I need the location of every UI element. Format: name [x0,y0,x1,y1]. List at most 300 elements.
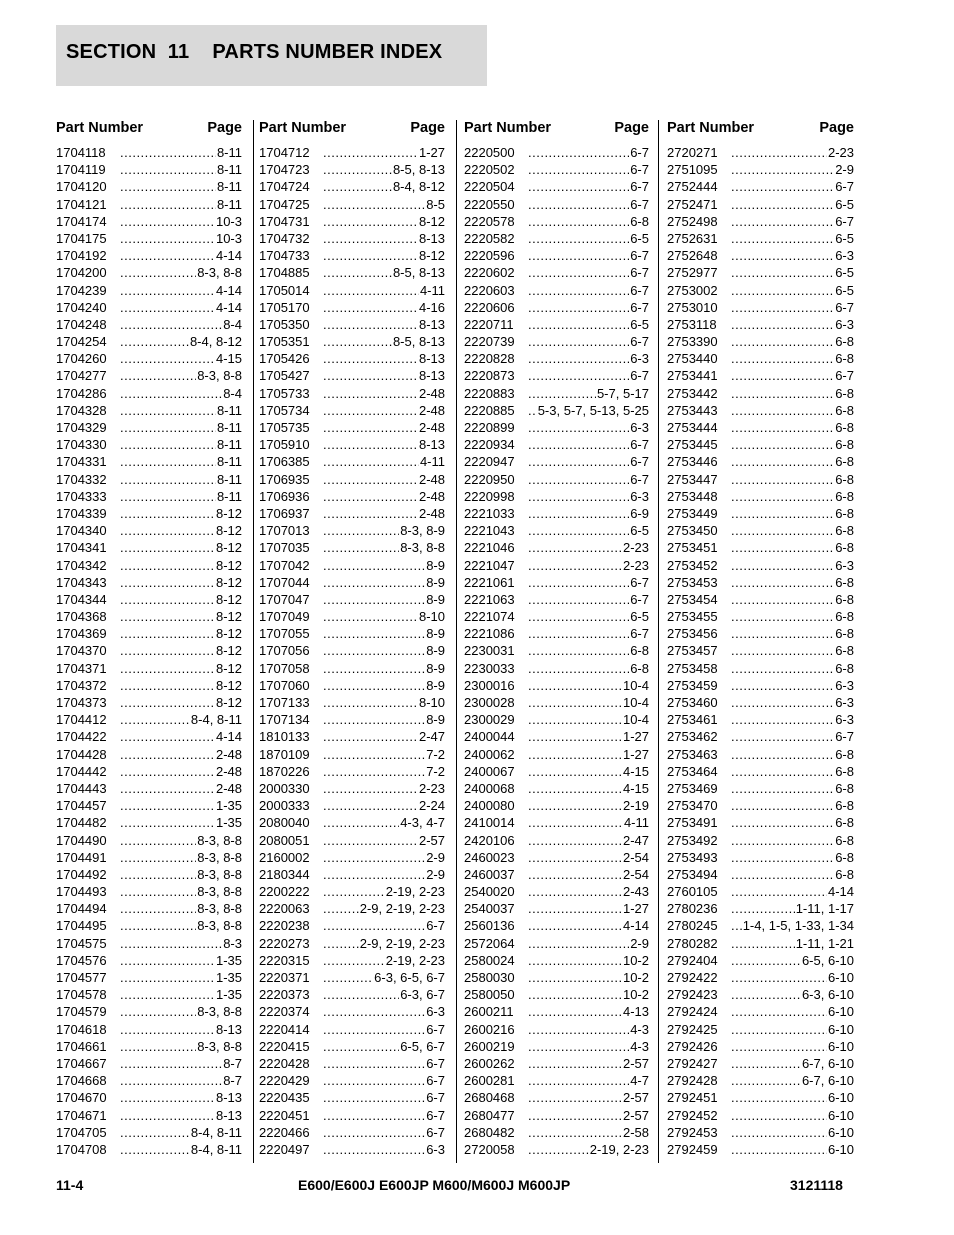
dot-leader [323,178,445,195]
part-number: 1707042 [259,557,310,573]
dot-leader [323,814,445,831]
part-number: 2400044 [464,729,515,745]
page-reference: 6-10 [827,1124,854,1140]
index-row [464,763,649,780]
dot-leader [120,1038,242,1055]
index-row [464,557,649,574]
index-row [667,402,854,419]
dot-leader [323,849,445,866]
dot-leader [731,282,854,299]
index-row [667,591,854,608]
index-row [56,453,242,470]
column-divider [658,120,659,1163]
header-page: Page [819,120,854,136]
index-row [259,505,445,522]
index-row [259,282,445,299]
page-reference: 6-8 [630,213,649,229]
page-reference: 2-58 [622,1124,649,1140]
page-reference: 6-5 [835,196,854,212]
part-number: 2000330 [259,780,310,796]
page-reference: 6-8 [835,574,854,590]
index-row [56,694,242,711]
index-row [259,1055,445,1072]
dot-leader [120,1021,242,1038]
dot-leader [731,728,854,745]
index-row [464,574,649,591]
dot-leader [528,471,649,488]
dot-leader [120,144,242,161]
index-row [259,642,445,659]
page-reference: 6-8 [630,660,649,676]
page-reference: 6-3 [835,677,854,693]
dot-leader [120,299,242,316]
dot-leader [528,1055,649,1072]
page-reference: 6-7 [630,196,649,212]
index-row [464,385,649,402]
dot-leader [731,539,854,556]
index-column-1 [56,120,242,1158]
index-row [464,264,649,281]
page-reference: 2-48 [215,780,242,796]
page-reference: 2-19 [622,798,649,814]
part-number: 1704667 [56,1055,107,1071]
index-row [56,797,242,814]
page-reference: 6-7 [630,299,649,315]
header-page: Page [207,120,242,136]
part-number: 2580050 [464,987,515,1003]
page-reference: 4-15 [622,780,649,796]
part-number: 1704491 [56,849,107,865]
page-reference: 2-19, 2-23 [385,952,445,968]
dot-leader [731,917,854,934]
index-row [56,1124,242,1141]
index-row [56,436,242,453]
dot-leader [120,350,242,367]
section-header [56,25,487,86]
index-row [464,986,649,1003]
index-row [667,316,854,333]
part-number: 2400068 [464,780,515,796]
dot-leader [528,780,649,797]
index-row [464,539,649,556]
page-reference: 4-13 [622,1004,649,1020]
index-row [667,677,854,694]
index-row [259,849,445,866]
index-row [259,746,445,763]
index-row [259,1107,445,1124]
dot-leader [731,419,854,436]
page-reference: 8-11 [216,420,242,435]
page-reference: 8-11 [216,437,242,453]
index-row [56,1021,242,1038]
page-reference: 4-16 [418,299,445,315]
index-row [56,1089,242,1106]
page-reference: 6-8 [835,780,854,796]
index-row [259,1124,445,1141]
index-row [464,1124,649,1141]
index-row [56,419,242,436]
dot-leader [731,746,854,763]
page-reference: 2-48 [215,763,242,779]
page-reference: 6-7 [426,918,445,934]
page-reference: 1-27 [622,746,649,762]
index-row [667,196,854,213]
part-number: 1704661 [56,1038,107,1054]
index-row [464,677,649,694]
dot-leader [323,832,445,849]
index-row [259,161,445,178]
part-number: 2753452 [667,557,718,573]
page-reference: 10-2 [622,952,649,968]
page-reference: 8-3, 8-8 [197,1004,242,1020]
part-number: 2080040 [259,815,310,831]
index-row [259,367,445,384]
page-reference: 8-4, 8-12 [392,179,445,195]
part-number: 2680482 [464,1124,515,1140]
part-number: 1707049 [259,609,310,625]
index-row [56,642,242,659]
index-row [259,230,445,247]
column-header [464,120,649,144]
part-number: 2300029 [464,712,515,728]
part-number: 1704577 [56,970,107,985]
dot-leader [528,832,649,849]
part-number: 2753457 [667,643,718,659]
page-reference: 8-11 [216,196,242,212]
page-reference: 8-11 [216,454,242,470]
dot-leader [120,728,242,745]
part-number: 2753118 [667,316,717,332]
page-reference: 2-48 [418,402,445,418]
part-number: 1704492 [56,866,107,882]
page-reference: 6-7 [630,454,649,470]
index-row [667,299,854,316]
page-reference: 6-8 [835,454,854,470]
part-number: 1706385 [259,454,310,470]
index-row [259,694,445,711]
part-number: 2230031 [464,643,515,659]
part-number: 2220273 [259,935,310,951]
dot-leader [528,505,649,522]
part-number: 2580024 [464,952,515,968]
page-reference: 6-8 [835,437,854,453]
dot-leader [731,1141,854,1158]
dot-leader [323,1003,445,1020]
part-number: 2220435 [259,1090,310,1106]
dot-leader [323,1038,445,1055]
part-number: 2753494 [667,866,718,882]
page-reference: 1-35 [215,798,242,814]
page-reference: 10-2 [622,987,649,1003]
index-row [667,574,854,591]
part-number: 2221061 [464,574,515,590]
page-reference: 6-10 [827,1107,854,1123]
dot-leader [323,419,445,436]
part-number: 2752498 [667,213,718,229]
dot-leader [120,1055,242,1072]
page-reference: 8-9 [426,712,445,728]
index-row [464,746,649,763]
page-reference: 8-13 [215,1021,242,1037]
dot-leader [528,539,649,556]
part-number: 1704705 [56,1124,107,1140]
dot-leader [528,247,649,264]
dot-leader [731,557,854,574]
page-reference: 6-7 [630,574,649,590]
page-reference: 6-3 [835,316,854,332]
dot-leader [120,917,242,934]
page-reference: 6-5, 6-10 [801,952,854,968]
dot-leader [323,935,445,952]
part-number: 2600216 [464,1021,515,1037]
part-number: 2300028 [464,695,515,710]
page-reference: 7-2 [426,746,445,762]
dot-leader [528,264,649,281]
page-reference: 4-7 [630,1073,649,1089]
index-row [464,1038,649,1055]
dot-leader [323,1089,445,1106]
dot-leader [731,1021,854,1038]
dot-leader [731,488,854,505]
dot-leader [323,952,445,969]
dot-leader [323,213,445,230]
dot-leader [323,385,445,402]
index-row [56,574,242,591]
index-row [464,402,649,419]
page-reference: 2-57 [418,832,445,848]
index-row [259,1038,445,1055]
page-reference: 10-3 [215,213,242,229]
part-number: 2220502 [464,162,515,178]
part-number: 2753002 [667,282,718,298]
part-number: 1704333 [56,488,107,504]
index-row [56,1003,242,1020]
dot-leader [528,574,649,591]
index-row [259,763,445,780]
dot-leader [120,642,242,659]
part-number: 1706937 [259,505,310,521]
dot-leader [731,1089,854,1106]
page-reference: 6-7 [835,368,854,384]
index-row [259,574,445,591]
part-number: 2400067 [464,763,515,779]
dot-leader [120,591,242,608]
dot-leader [120,436,242,453]
part-number: 2753445 [667,437,718,453]
index-row [259,402,445,419]
dot-leader [731,453,854,470]
part-number: 2410014 [464,815,515,831]
part-number: 1704120 [56,179,107,195]
dot-leader [731,505,854,522]
page-reference: 4-14 [215,248,242,264]
page-reference: 8-9 [426,626,445,642]
dot-leader [731,797,854,814]
part-number: 2753464 [667,763,718,779]
part-number: 1705350 [259,316,310,332]
index-column-2 [259,120,445,1158]
column-divider [456,120,457,1163]
dot-leader [731,161,854,178]
page-reference: 4-3 [630,1021,649,1037]
page-reference: 6-5 [630,523,649,539]
part-number: 1704422 [56,729,107,745]
part-number: 2792428 [667,1073,718,1089]
part-number: 1707056 [259,643,310,659]
dot-leader [731,849,854,866]
part-number: 1704482 [56,815,107,831]
page-reference: 2-54 [622,849,649,865]
dot-leader [528,883,649,900]
page-reference: 6-7 [835,729,854,745]
index-row [259,178,445,195]
part-number: 2753450 [667,523,718,539]
page-reference: 6-5 [835,282,854,298]
part-number: 1704328 [56,402,107,418]
part-number: 2752631 [667,230,718,246]
page-reference: 4-14 [215,299,242,315]
part-number: 2220739 [464,334,515,350]
page-reference: 8-13 [215,1090,242,1106]
dot-leader [120,746,242,763]
part-number: 1704341 [56,540,107,556]
index-row [56,591,242,608]
dot-leader [731,299,854,316]
index-row [259,1072,445,1089]
part-number: 2220596 [464,248,515,264]
part-number: 2753390 [667,334,718,350]
page-reference: 5-3, 5-7, 5-13, 5-25 [537,402,649,418]
page-reference: 6-8 [835,609,854,625]
page-reference: 2-57 [622,1055,649,1071]
column-header [667,120,854,144]
dot-leader [528,350,649,367]
index-row [667,625,854,642]
dot-leader [323,711,445,728]
part-number: 1704260 [56,351,107,367]
part-number: 2540037 [464,901,515,917]
dot-leader [120,711,242,728]
index-row [464,247,649,264]
part-number: 2220603 [464,282,515,298]
dot-leader [528,385,649,402]
index-row [259,453,445,470]
page-reference: 1-4, 1-5, 1-33, 1-34 [742,918,854,934]
dot-leader [323,763,445,780]
part-number: 2220602 [464,265,515,281]
index-row [464,591,649,608]
dot-leader [528,746,649,763]
part-number: 1704618 [56,1021,107,1037]
index-row [667,986,854,1003]
part-number: 2753455 [667,609,718,625]
page-reference: 4-3, 4-7 [400,815,445,831]
part-number: 1704412 [56,712,107,728]
index-row [464,866,649,883]
dot-leader [731,677,854,694]
part-number: 2220466 [259,1124,310,1140]
index-row [464,367,649,384]
dot-leader [323,1072,445,1089]
page-reference: 6-3, 6-7 [400,987,445,1003]
page-reference: 6-10 [827,1141,854,1157]
index-row [259,247,445,264]
page-reference: 6-3 [835,695,854,710]
part-number: 1705733 [259,385,310,401]
index-row [464,728,649,745]
index-row [259,728,445,745]
part-number: 2760105 [667,884,718,900]
dot-leader [528,419,649,436]
index-row [464,436,649,453]
dot-leader [528,161,649,178]
dot-leader [731,1072,854,1089]
page-reference: 8-3 [223,935,242,951]
page-reference: 6-3 [630,420,649,435]
part-number: 2753491 [667,815,718,831]
page-reference: 6-7, 6-10 [801,1055,854,1071]
dot-leader [528,1003,649,1020]
index-row [464,178,649,195]
index-row [56,1038,242,1055]
part-number: 2221063 [464,591,515,607]
part-number: 2220315 [259,952,310,968]
index-row [667,814,854,831]
part-number: 1704885 [259,265,310,281]
part-number: 1704174 [56,213,107,229]
page-reference: 6-7 [835,299,854,315]
index-row [259,196,445,213]
page-reference: 8-13 [418,437,445,453]
part-number: 2753456 [667,626,718,642]
page-reference: 6-5, 6-7 [400,1038,445,1054]
dot-leader [323,436,445,453]
part-number: 1704578 [56,987,107,1003]
index-row [259,419,445,436]
page-reference: 8-12 [215,677,242,693]
index-row [56,780,242,797]
index-row [56,557,242,574]
part-number: 1704442 [56,763,107,779]
index-row [464,350,649,367]
dot-leader [731,952,854,969]
index-row [56,1107,242,1124]
index-row [56,728,242,745]
part-number: 2220497 [259,1141,310,1157]
part-number: 1704192 [56,248,107,264]
page-reference: 2-54 [622,866,649,882]
index-row [56,385,242,402]
page-reference: 1-35 [215,815,242,831]
part-number: 1704373 [56,695,107,710]
dot-leader [528,797,649,814]
part-number: 2220371 [259,970,310,985]
dot-leader [323,642,445,659]
index-row [667,1141,854,1158]
index-row [667,522,854,539]
part-number: 2753441 [667,368,718,384]
index-row [464,625,649,642]
page-reference: 8-9 [426,643,445,659]
part-number: 2221074 [464,609,515,625]
dot-leader [528,952,649,969]
page-reference: 8-9 [426,660,445,676]
index-row [667,1038,854,1055]
dot-leader [120,557,242,574]
page-reference: 6-7 [630,145,649,160]
page-reference: 8-12 [215,557,242,573]
index-row [464,333,649,350]
